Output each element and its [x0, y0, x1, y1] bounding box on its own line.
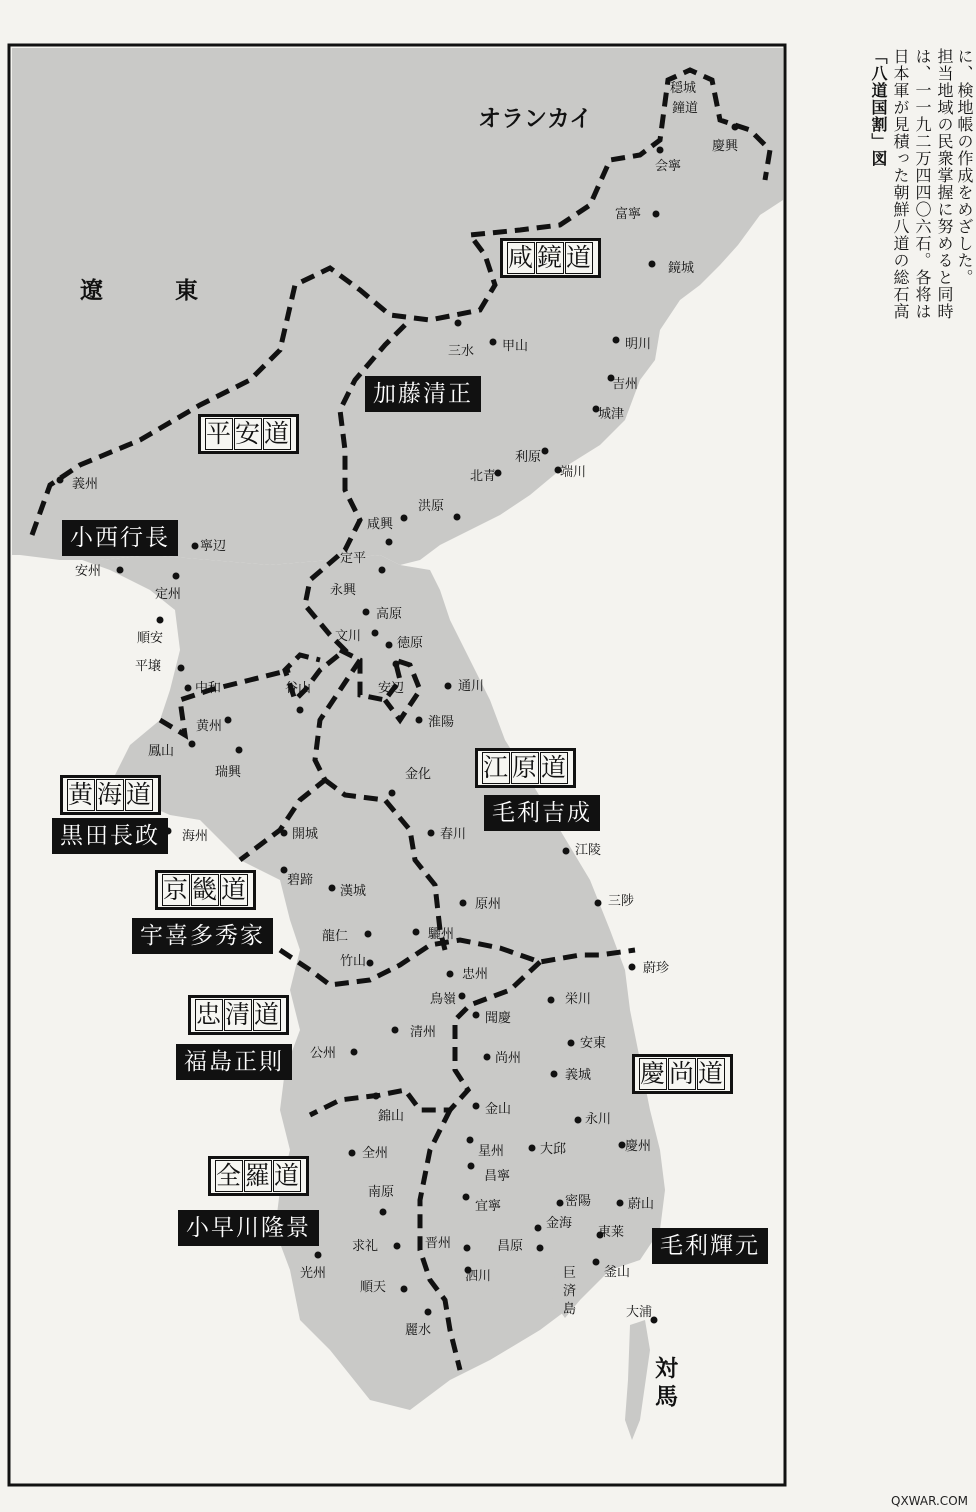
- province-jeolla: [208, 1156, 309, 1196]
- city-label-gyeongju: 慶州: [625, 1139, 652, 1154]
- city-dot-yonghung: [379, 567, 386, 574]
- province-char: 道: [541, 753, 569, 782]
- city-dot-yeoju: [413, 929, 420, 936]
- province-char: 京: [163, 875, 191, 904]
- city-label-hamhung: 咸興: [367, 517, 394, 532]
- city-dot-sunan: [157, 617, 164, 624]
- city-label-gwangju: 光州: [300, 1266, 327, 1281]
- city-label-geumsan: 錦山: [378, 1109, 405, 1124]
- city-label-tongchon: 通川: [458, 679, 485, 694]
- city-dot-anbyon: [393, 661, 400, 668]
- city-label-chongju: 清州: [410, 1025, 437, 1040]
- city-label-gurye: 求礼: [352, 1239, 379, 1254]
- city-label-junghwa: 中和: [195, 681, 222, 696]
- city-label-sacheon: 泗川: [465, 1269, 492, 1284]
- city-label-kyongsong: 鏡城: [668, 261, 695, 276]
- province-hamgyong: [500, 238, 601, 278]
- province-char: 尚: [669, 1059, 697, 1088]
- province-char: 全: [216, 1161, 244, 1190]
- city-label-yongbyon: 寧辺: [200, 539, 227, 554]
- city-dot-sohung: [236, 747, 243, 754]
- region-tsushima-2: 馬: [655, 1383, 678, 1410]
- city-dot-sangju: [484, 1054, 491, 1061]
- city-dot-geumsan: [373, 1093, 380, 1100]
- city-label-myongchon: 明川: [625, 337, 652, 352]
- city-label-sohung: 瑞興: [215, 765, 242, 780]
- city-dot-kaesong: [281, 830, 288, 837]
- city-dot-mungyong: [473, 1012, 480, 1019]
- city-dot-kyongheung: [732, 124, 739, 131]
- city-dot-hwangju: [225, 717, 232, 724]
- general-kobayakawa: 小早川隆景: [178, 1210, 319, 1246]
- province-char: 羅: [245, 1161, 273, 1190]
- city-dot-pyongyang: [178, 665, 185, 672]
- city-label-gimsan: 金山: [485, 1102, 512, 1117]
- province-char: 原: [512, 753, 540, 782]
- general-kuroda: 黒田長政: [52, 818, 168, 854]
- city-dot-suncheon: [401, 1286, 408, 1293]
- city-label-yeoju: 驪州: [428, 927, 455, 942]
- city-dot-pongsan: [189, 741, 196, 748]
- city-label-kilju: 吉州: [612, 377, 639, 392]
- city-dot-junghwa: [185, 685, 192, 692]
- city-label-hoeyang: 淮陽: [428, 715, 455, 730]
- city-label-hwangju: 黄州: [196, 719, 223, 734]
- caption-title: 「八道国割」図: [869, 48, 888, 167]
- city-dot-seongju: [467, 1137, 474, 1144]
- city-label-tanchon: 端川: [560, 465, 587, 480]
- city-label-yongin: 龍仁: [322, 929, 349, 944]
- province-char: 道: [254, 1000, 282, 1029]
- city-label-chunchon: 春川: [440, 827, 467, 842]
- caption-line-1: 日本軍が見積った朝鮮八道の総石高: [891, 48, 910, 320]
- city-dot-munchon: [372, 630, 379, 637]
- city-dot-juksan: [367, 960, 374, 967]
- city-label-namwon: 南原: [368, 1185, 395, 1200]
- city-label-uiryeong: 宜寧: [475, 1199, 502, 1214]
- city-label-jongpyong: 定平: [340, 551, 367, 566]
- city-dot-samsu: [455, 320, 462, 327]
- city-dot-jongpyong: [386, 539, 393, 546]
- city-label-pyongyang: 平壌: [135, 659, 162, 674]
- city-label-tokwon: 徳原: [397, 636, 424, 651]
- city-dot-kyongsong: [649, 261, 656, 268]
- city-label-pyokje: 碧蹄: [287, 873, 314, 888]
- province-char: 道: [221, 875, 249, 904]
- province-char: 黄: [68, 780, 96, 809]
- city-dot-yeongcheon: [575, 1117, 582, 1124]
- general-konishi: 小西行長: [62, 520, 178, 556]
- city-label-changwon: 昌原: [497, 1239, 524, 1254]
- city-label-sunan: 順安: [137, 631, 164, 646]
- province-char: 慶: [640, 1059, 668, 1088]
- city-label-uiju: 義州: [72, 477, 99, 492]
- city-label-munchon: 文川: [335, 629, 362, 644]
- city-dot-gangneung: [563, 848, 570, 855]
- general-kato: 加藤清正: [365, 376, 481, 412]
- city-label-iwon: 利原: [515, 450, 542, 465]
- general-mori-yoshinari: 毛利吉成: [484, 795, 600, 831]
- province-char: 清: [225, 1000, 253, 1029]
- city-dot-busan: [593, 1259, 600, 1266]
- city-label-samchok: 三陟: [608, 894, 635, 909]
- city-label-jongsong: 鐘道: [672, 101, 699, 116]
- city-dot-kapsan: [490, 339, 497, 346]
- province-char: 畿: [192, 875, 220, 904]
- city-label-hoeryong: 会寧: [655, 159, 682, 174]
- city-dot-daegu: [529, 1145, 536, 1152]
- city-dot-hamhung: [401, 515, 408, 522]
- general-ukita: 宇喜多秀家: [132, 918, 273, 954]
- city-label-yonghung: 永興: [330, 583, 357, 598]
- city-dot-hansong: [329, 885, 336, 892]
- city-dot-puryong: [653, 211, 660, 218]
- region-liaodong-2: 東: [175, 277, 198, 304]
- city-label-gangneung: 江陵: [575, 843, 602, 858]
- credit: QXWAR.COM: [891, 1494, 968, 1508]
- general-fukushima: 福島正則: [176, 1044, 292, 1080]
- city-label-uiseong: 義城: [565, 1068, 592, 1083]
- city-dot-yongbyon: [192, 543, 199, 550]
- city-label-yecheon: 栄川: [565, 992, 592, 1007]
- province-char: 忠: [196, 1000, 224, 1029]
- city-dot-wonju: [460, 900, 467, 907]
- city-label-miryang: 密陽: [565, 1194, 592, 1209]
- city-label-pongsan: 鳳山: [148, 744, 175, 759]
- province-gangwon: [475, 748, 576, 788]
- city-label-jongju: 定州: [155, 587, 182, 602]
- province-char: 鏡: [537, 243, 565, 272]
- city-dot-gimsan: [473, 1103, 480, 1110]
- city-dot-ulsan: [617, 1200, 624, 1207]
- province-char: 道: [566, 243, 594, 272]
- city-dot-koksan: [297, 707, 304, 714]
- province-chungcheong: [188, 995, 289, 1035]
- city-label-gongju: 公州: [310, 1046, 337, 1061]
- city-label-suncheon: 順天: [360, 1280, 387, 1295]
- city-dot-uiju: [57, 477, 64, 484]
- city-dot-gwangju: [315, 1252, 322, 1259]
- city-dot-miryang: [557, 1200, 564, 1207]
- city-dot-tokwon: [386, 642, 393, 649]
- city-dot-gurye: [394, 1243, 401, 1250]
- city-label-mungyong: 聞慶: [485, 1011, 512, 1026]
- caption-line-3: 担当地域の民衆掌握に努めると同時: [935, 48, 954, 320]
- region-orankai: オランカイ: [478, 105, 593, 132]
- city-dot-chungju: [447, 971, 454, 978]
- city-label-uljin: 蔚珍: [643, 961, 670, 976]
- city-dot-yecheon: [548, 997, 555, 1004]
- city-label-songjin: 城津: [598, 407, 625, 422]
- city-label-chungju: 忠州: [462, 967, 489, 982]
- city-label-daegu: 大邱: [540, 1142, 567, 1157]
- province-gyeongsang: [632, 1054, 733, 1094]
- province-pyongan: [198, 414, 299, 454]
- city-label-kowon: 高原: [376, 607, 403, 622]
- city-label-sangju: 尚州: [495, 1051, 522, 1066]
- region-liaodong-1: 遼: [80, 277, 103, 304]
- city-dot-hoeyang: [416, 717, 423, 724]
- city-dot-yongin: [365, 931, 372, 938]
- city-label-andong: 安東: [580, 1036, 607, 1051]
- city-label-wonju: 原州: [475, 897, 502, 912]
- region-geoje: 巨済島: [563, 1266, 577, 1317]
- city-label-changnyeong: 昌寧: [484, 1169, 511, 1184]
- province-hwanghae: [60, 775, 161, 815]
- city-label-choryong: 鳥嶺: [430, 992, 457, 1007]
- city-dot-kowon: [363, 609, 370, 616]
- city-label-haeju: 海州: [182, 829, 209, 844]
- city-label-jinju: 晋州: [425, 1236, 452, 1251]
- city-label-dongnae: 東莱: [598, 1225, 625, 1240]
- city-dot-changwon: [537, 1245, 544, 1252]
- city-label-kimhwa: 金化: [405, 767, 432, 782]
- city-label-yeosu: 麗水: [405, 1323, 432, 1338]
- city-dot-chunchon: [428, 830, 435, 837]
- city-dot-tongchon: [445, 683, 452, 690]
- city-label-juksan: 竹山: [340, 954, 367, 969]
- city-label-ulsan: 蔚山: [628, 1197, 655, 1212]
- city-label-jeonju: 全州: [362, 1146, 389, 1161]
- city-label-kyongheung: 慶興: [712, 139, 739, 154]
- city-dot-hoeryong: [657, 147, 664, 154]
- province-char: 安: [235, 419, 263, 448]
- city-label-onsong: 穏城: [670, 81, 697, 96]
- city-label-hongwon: 洪原: [418, 499, 445, 514]
- city-label-pukchong: 北青: [470, 469, 497, 484]
- city-label-gimhae: 金海: [546, 1216, 573, 1231]
- city-label-kaesong: 開城: [292, 827, 319, 842]
- city-dot-kimhwa: [389, 790, 396, 797]
- province-char: 道: [274, 1161, 302, 1190]
- city-label-anbyon: 安辺: [378, 681, 405, 696]
- city-dot-hongwon: [454, 514, 461, 521]
- city-dot-gimhae: [535, 1225, 542, 1232]
- province-char: 道: [264, 419, 292, 448]
- city-dot-chongju: [392, 1027, 399, 1034]
- province-char: 道: [126, 780, 154, 809]
- city-label-yeongcheon: 永川: [585, 1112, 612, 1127]
- city-label-koksan: 谷山: [285, 681, 312, 696]
- city-label-kapsan: 甲山: [502, 339, 529, 354]
- city-label-puryong: 富寧: [615, 207, 642, 222]
- city-dot-myongchon: [613, 337, 620, 344]
- city-dot-uljin: [629, 964, 636, 971]
- city-dot-jongju: [173, 573, 180, 580]
- province-char: 平: [206, 419, 234, 448]
- city-dot-jeonju: [349, 1150, 356, 1157]
- city-dot-yeosu: [425, 1309, 432, 1316]
- caption-line-4: に、検地帳の作成をめざした。: [955, 48, 974, 286]
- city-dot-choryong: [459, 993, 466, 1000]
- city-dot-samchok: [595, 900, 602, 907]
- caption-line-2: は、一一九二万四四〇六石。各将は: [913, 48, 932, 320]
- city-dot-uiseong: [551, 1071, 558, 1078]
- region-tsushima-1: 対: [655, 1355, 678, 1382]
- province-char: 海: [97, 780, 125, 809]
- city-label-busan: 釜山: [604, 1265, 631, 1280]
- city-label-seongju: 星州: [478, 1144, 505, 1159]
- city-label-anju: 安州: [75, 564, 102, 579]
- city-dot-gongju: [351, 1049, 358, 1056]
- city-dot-iwon: [542, 448, 549, 455]
- city-label-daepo: 大浦: [626, 1305, 653, 1320]
- city-label-samsu: 三水: [448, 344, 475, 359]
- city-dot-jinju: [464, 1245, 471, 1252]
- city-dot-anju: [117, 567, 124, 574]
- city-dot-andong: [568, 1040, 575, 1047]
- general-mori-terumoto: 毛利輝元: [652, 1228, 768, 1264]
- province-char: 咸: [508, 243, 536, 272]
- city-dot-uiryeong: [463, 1194, 470, 1201]
- province-char: 道: [698, 1059, 726, 1088]
- city-dot-namwon: [380, 1209, 387, 1216]
- province-gyeonggi: [155, 870, 256, 910]
- province-char: 江: [483, 753, 511, 782]
- city-dot-changnyeong: [468, 1163, 475, 1170]
- city-label-hansong: 漢城: [340, 884, 367, 899]
